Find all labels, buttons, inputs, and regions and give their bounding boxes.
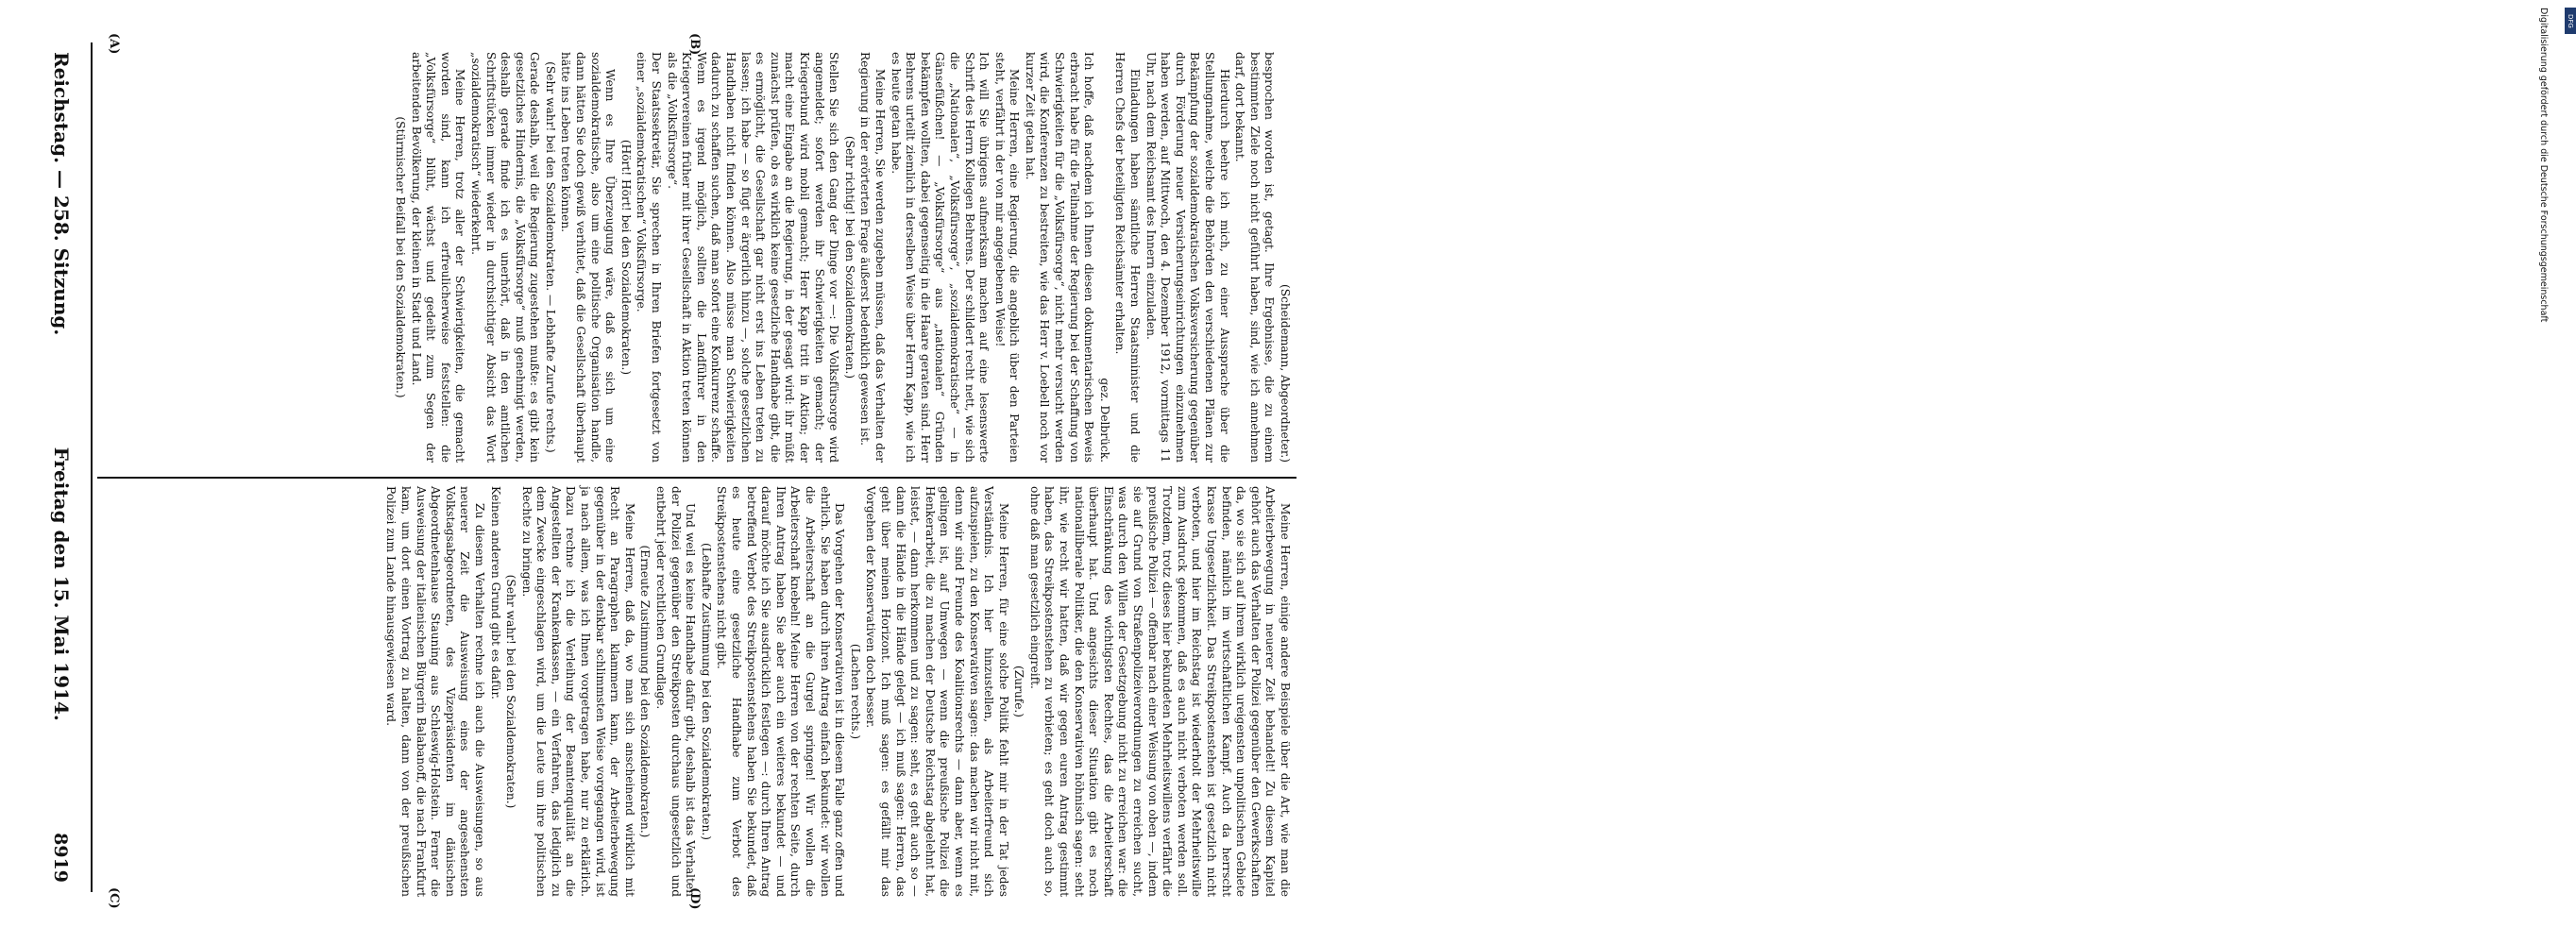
digitization-credit — [1272, 0, 2574, 944]
paragraph: (Stürmischer Beifall bei den Sozialdemokraten.) — [393, 116, 407, 398]
paragraph: Ich will Sie übrigens aufmerksam machen auf eine lesenswerte Schrift des Herrn Kollegen Behrens. Der schildert recht nett, wie sich die „Nationalen“, „Volksfürsorge“, „sozialdemokratische“ — in Gänsefüßchen! — „Volksfürsorge“ aus „nationalen“ Gründen bekämpfen wollten, dabei gegenseitig in die Haare geraten sind. Herr Behrens urteilt ziemlich in derselben Weise über Herrn Kapp, wie ich es heute getan habe. — [889, 52, 991, 463]
column-divider — [97, 477, 1296, 479]
paragraph: Keinen anderen Grund gibt es dafür. — [488, 486, 502, 700]
paragraph: (Scheidemann, Abgeordneter.) — [1279, 283, 1292, 463]
paragraph: Und weil es keine Handhabe dafür gibt, deshalb ist das Verhalten der Polizei gegenüber den Streikposten durchaus ungesetzlich und entbehrt jeder rechtlichen Grundlage. — [654, 486, 698, 897]
paragraph: (Lebhafte Zustimmung bei den Sozialdemokraten.) — [699, 543, 713, 840]
paragraph: Meine Herren, trotz aller der Schwierigkeiten, die gemacht worden sind, kann ich erfreulicherweise feststellen: die „Volksfürsorge“ blüht, wächst und gedeiht zum Segen der arbeitenden Bevölkerung, der kleinen in Stadt und Land. — [409, 52, 467, 463]
header-left: Reichstag. — 258. Sitzung. — [50, 52, 73, 336]
paragraph: (Sehr richtig! bei den Sozialdemokraten.) — [842, 135, 856, 379]
margin-marker-d: (D) — [687, 887, 702, 910]
header-center: Freitag den 15. Mai 1914. — [50, 447, 73, 721]
margin-marker-a: (A) — [107, 33, 121, 55]
paragraph: Meine Herren, eine Regierung, die angeblich über den Parteien steht, verfährt in der von mir angegebenen Weise! — [992, 52, 1022, 463]
paragraph: Stellen Sie sich den Gang der Dinge vor —: Die Volksfürsorge wird angemeldet; sofort werden ihr Schwierigkeiten gemacht; der Kriegerbund wird mobil gemacht; Herr Kapp tritt in Aktion; der macht eine Eingabe an die Regierung, in der gesagt wird: ihr müßt zunächst prüfen, ob es wirklich keine gesetzliche Handhabe gibt, die es ermöglicht, die Gesellschaft gar nicht erst ins Leben treten zu lassen; ich habe — so fügt er ärgerlich hinzu —, solche gesetzlichen Handhaben nicht finden können. Also müsse man Schwierigkeiten dadurch zu schaffen suchen, daß man sofort eine Konkurrenz schaffe. Wenn es irgend möglich, sollten die Landführer in den Kriegervereinen früher mit ihrer Gesellschaft in Aktion treten können als die „Volksfürsorge“. — [665, 52, 841, 463]
paragraph: Meine Herren, einige andere Beispiele über die Art, wie man die Arbeiterbewegung in neuerer Zeit behandelt! Zu diesem Kapitel gehört auch das Verhalten der Polizei gegenüber den Gewerkschaften da, wo sie sich auf ihrem wirklich ureigensten unpolitischen Gebiete befinden, nämlich im wirtschaftlichen Kampf. Auch da herrscht krasse Ungesetzlichkeit. Das Streikpostenstehen ist gesetzlich nicht verboten, und hier im Reichstag ist wiederholt der Mehrheitswille zum Ausdruck gekommen, daß es auch nicht verboten werden soll. Trotzdem, trotz dieses hier bekundeten Mehrheitswillens verfährt die preußische Polizei — offenbar nach einer Weisung von oben —, indem sie auf Grund von Straßenpolizeiverordnungen zu erreichen sucht, was durch den Willen der Gesetzgebung nicht zu erreichen war: die Einschränkung des wichtigsten Rechtes, das die Arbeiterschaft überhaupt hat. Und angesichts dieser Situation gibt es noch nationalliberale Politiker, die den Konservativen höhnisch sagen: seht ihr, wie recht wir hatten, daß wir gegen euren Antrag gestimmt haben, das Streikpostenstehen zu verbieten; es geht doch auch so, ohne daß man gesetzlich eingreift. — [1027, 486, 1292, 897]
dfg-logo: DFG — [2565, 8, 2576, 34]
paragraph: gez. Delbrück. — [1097, 378, 1111, 463]
paragraph: Das Vorgehen der Konservativen ist in diesem Falle ganz offen und ehrlich. Sie haben durch ihren Antrag einfach bekundet: wir wollen die Arbeiterschaft an die Gurgel springen! Wir wollen die Arbeiterschaft knebeln! Meine Herren von der rechten Seite, durch Ihren Antrag haben Sie aber auch ein weiteres bekundet — und darauf möchte ich Sie ausdrücklich festlegen —: durch Ihren Antrag betreffend Verbot des Streikpostenstehens haben Sie bekundet, daß es heute eine gesetzliche Handhabe zum Verbot des Streikpostenstehens nicht gibt. — [715, 486, 847, 897]
paragraph: besprochen worden ist, getagt. Ihre Ergebnisse, die zu einem bestimmten Ziele noch nicht geführt haben, sind, wie ich annehmen darf, dort bekannt. — [1233, 52, 1277, 463]
right-column — [97, 486, 1292, 897]
side-note: Digitalisierung gefördert durch die Deutsche Forschungsgemeinschaft — [2538, 8, 2549, 323]
header-rule — [91, 42, 93, 892]
paragraph: Meine Herren, Sie werden zugeben müssen, daß das Verhalten der Regierung in der erörterten Frage äußerst bedenklich gewesen ist. — [858, 52, 887, 463]
paragraph: Hierdurch beehre ich mich, zu einer Aussprache über die Stellungnahme, welche die Behörden den verschiedenen Plänen zur Bekämpfung der sozialdemokratischen Volksversicherung gegenüber durch Förderung neuer Versicherungseinrichtungen einzunehmen haben werden, auf Mittwoch, den 4. Dezember 1912, vormittags 11 Uhr, nach dem Reichsamt des Innern einzuladen. — [1144, 52, 1231, 463]
paragraph: Gerade deshalb, weil die Regierung zugestehen mußte: es gibt kein gesetzliches Hindernis, die „Volksfürsorge“ muß genehmigt werden, deshalb gerade finde ich es unerhört, daß in den amtlichen Schriftstücken immer wieder in durchsichtiger Absicht das Wort „sozialdemokratisch“ wiederkehrt. — [468, 52, 542, 463]
paragraph: (Zurufe.) — [1012, 665, 1026, 718]
paragraph: Wenn es Ihre Überzeugung wäre, daß es sich um eine sozialdemokratische, also um eine politische Organisation handle, dann hätten Sie doch gewiß verhütet, daß die Gesellschaft überhaupt hätte ins Leben treten können. — [559, 52, 618, 463]
paragraph: (Sehr wahr! bei den Sozialdemokraten.) — [504, 574, 518, 809]
paragraph: (Sehr wahr! bei den Sozialdemokraten. — Lebhafte Zurufe rechts.) — [543, 61, 557, 453]
paragraph: (Erneute Zustimmung bei den Sozialdemokraten.) — [638, 545, 652, 838]
paragraph: Ich hoffe, daß nachdem ich Ihnen diesen dokumentarischen Beweis erbracht habe für die Teilnahme der Regierung bei der Schaffung von Schwierigkeiten für die „Volksfürsorge“, nicht mehr versucht werden wird, die Konferenzen zu bestreiten, wie das Herr v. Loebell noch vor kurzer Zeit getan hat. — [1023, 52, 1096, 463]
paragraph: Meine Herren, daß da, wo man sich anscheinend wirklich mit Recht an Paragraphen klammern kann, der Arbeiterbewegung gegenüber in der denkbar schlimmsten Weise vorgegangen wird, ist ja nach allem, was ich Ihnen vorgetragen habe, nur zu erklärlich. Dazu rechne ich die Verleihung der Beamtenqualität an die Angestellten der Krankenkassen, — ein Verfahren, das lediglich zu dem Zwecke eingeschlagen wird, um die Leute um ihre politischen Rechte zu bringen. — [519, 486, 636, 897]
paragraph: Meine Herren, für eine solche Politik fehlt mir in der Tat jedes Verständnis. Ich hier hinzustellen, als Arbeiterfreund sich aufzuspielen, zu den Konservativen sagen: das machen wir nicht mit, denn wir sind Freunde des Koalitionsrechts — dann aber, wenn es gelingen ist, auf Umwegen — wenn die preußische Polizei die Henkerarbeit, die zu machen der Deutsche Reichstag abgelehnt hat, leistet, — dann herkommen und zu sagen: seht, es geht auch so — dann die Hände in die Hände gelegt — ich muß sagen: Herren, das geht über meinen Horizont. Ich muß sagen: es gefällt mir das Vorgehen der Konservativen doch besser. — [864, 486, 1010, 897]
page-number: 8919 — [50, 833, 71, 883]
margin-marker-b: (B) — [687, 33, 702, 56]
paragraph: Zu diesem Verhalten rechne ich auch die Ausweisungen, so aus neuerer Zeit die Ausweisung eines der angesehensten Volkstagsabgeordneten, des Vizepräsidenten im dänischen Abgeordnetenhause Stauning aus Schleswig-Holstein. Ferner die Ausweisung der italienischen Bürgerin Balabanoff, die nach Frankfurt kam, um dort einen Vortrag zu halten, dann von der preußischen Polizei zum Lande hinausgewiesen ward. — [384, 486, 486, 897]
page-header — [50, 52, 88, 883]
paragraph: (Hört! Hört! bei den Sozialdemokraten.) — [619, 139, 633, 376]
left-column — [97, 52, 1292, 463]
paragraph: (Lachen rechts.) — [848, 643, 862, 740]
paragraph: Der Staatssekretär, Sie sprechen in Ihren Briefen fortgesetzt von einer „sozialdemokratischen“ Volksfürsorge. — [635, 52, 664, 463]
paragraph: Einladungen haben sämtliche Herren Staatsminister und die Herren Chefs der beteiligten Reichsämter erhalten. — [1113, 52, 1143, 463]
margin-marker-c: (C) — [107, 887, 121, 909]
